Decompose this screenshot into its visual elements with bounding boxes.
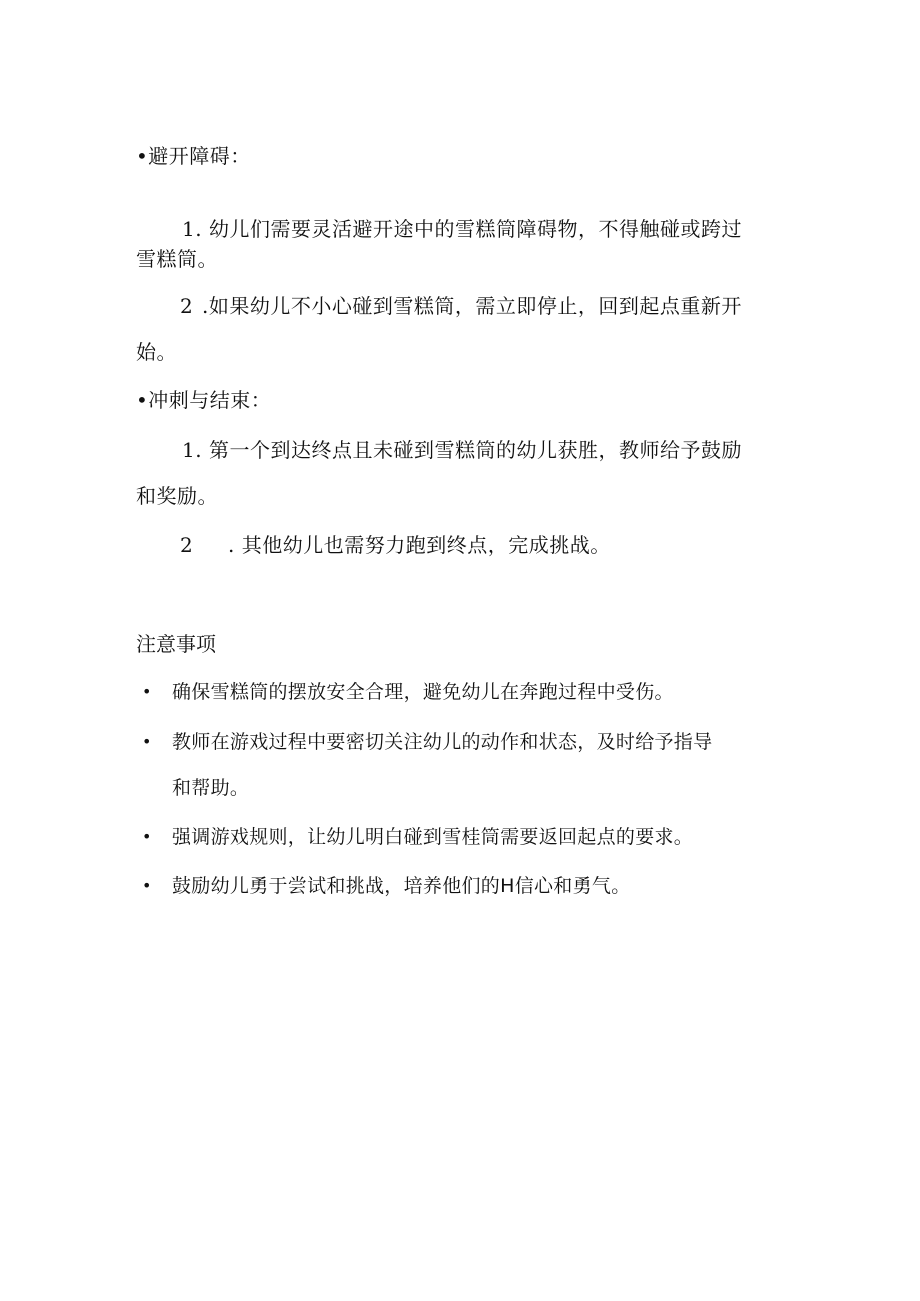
- item-text-line1: . 其他幼儿也需努力跑到终点，完成挑战。: [228, 533, 611, 557]
- item-text-line1: . 幼儿们需要灵活避开途中的雪糕筒障碍物，不得触碰或跨过: [195, 217, 742, 241]
- item-text-line2: 始。: [136, 340, 177, 364]
- item-number: 1: [182, 217, 196, 241]
- list-item: [182, 214, 742, 244]
- note-item-text: 鼓励幼儿勇于尝试和挑战，培养他们的H信心和勇气。: [172, 875, 631, 897]
- note-item-text: 确保雪糕筒的摆放安全合理，避免幼儿在奔跑过程中受伤。: [172, 681, 674, 703]
- note-item-text: 教师在游戏过程中要密切关注幼儿的动作和状态，及时给予指导: [172, 731, 713, 753]
- bullet-icon: •: [142, 732, 152, 751]
- bullet-icon: •: [142, 682, 152, 701]
- item-text-line1: . 第一个到达终点且未碰到雪糕筒的幼儿获胜，教师给予鼓励: [195, 438, 742, 462]
- notes-title: 注意事项: [136, 632, 216, 656]
- list-item: [180, 291, 742, 321]
- section-heading-avoid: •避开障碍：: [136, 144, 251, 168]
- list-item: [182, 435, 742, 465]
- list-item: [180, 530, 611, 560]
- item-number: 2: [180, 533, 194, 557]
- item-text-line2: 雪糕筒。: [136, 247, 218, 271]
- section-heading-sprint: •冲刺与结束：: [136, 388, 272, 412]
- item-number: 1: [182, 438, 196, 462]
- note-item-text-line2: 和帮助。: [172, 777, 250, 799]
- item-text-line2: 和奖励。: [136, 484, 218, 508]
- bullet-icon: •: [142, 876, 152, 895]
- note-item-text: 强调游戏规则，让幼儿明白碰到雪桂筒需要返回起点的要求。: [172, 826, 694, 848]
- item-text-line1: .如果幼儿不小心碰到雪糕筒，需立即停止，回到起点重新开: [202, 294, 742, 318]
- bullet-icon: •: [142, 827, 152, 846]
- item-number: 2: [180, 294, 194, 318]
